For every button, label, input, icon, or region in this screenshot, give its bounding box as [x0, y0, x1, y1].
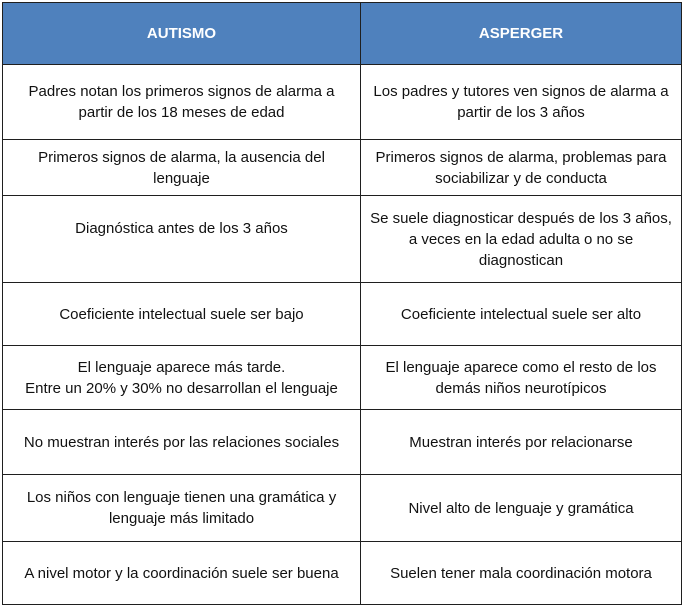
cell-autismo [3, 346, 361, 410]
cell-asperger: Se suele diagnosticar después de los 3 años, a veces en la edad adulta o no se diagnostican [361, 196, 682, 283]
cell-autismo: A nivel motor y la coordinación suele ser buena [3, 542, 361, 605]
header-autismo: AUTISMO [3, 3, 361, 65]
table-row [3, 196, 682, 283]
table-row [3, 283, 682, 346]
cell-autismo: Padres notan los primeros signos de alarma a partir de los 18 meses de edad [3, 65, 361, 140]
cell-autismo: Coeficiente intelectual suele ser bajo [3, 283, 361, 346]
table-row [3, 140, 682, 196]
cell-asperger: Primeros signos de alarma, problemas para sociabilizar y de conducta [361, 140, 682, 196]
comparison-table [2, 2, 682, 605]
table-row [3, 346, 682, 410]
cell-asperger: Muestran interés por relacionarse [361, 410, 682, 475]
cell-line: Entre un 20% y 30% no desarrollan el lenguaje [25, 379, 338, 397]
table-row [3, 542, 682, 605]
table-row [3, 475, 682, 542]
cell-autismo: Diagnóstica antes de los 3 años [3, 196, 361, 283]
header-row [3, 3, 682, 65]
cell-asperger: Los padres y tutores ven signos de alarma a partir de los 3 años [361, 65, 682, 140]
cell-asperger: Coeficiente intelectual suele ser alto [361, 283, 682, 346]
cell-line: El lenguaje aparece más tarde. [77, 358, 286, 376]
cell-asperger: Suelen tener mala coordinación motora [361, 542, 682, 605]
cell-asperger: Nivel alto de lenguaje y gramática [361, 475, 682, 542]
cell-autismo: No muestran interés por las relaciones sociales [3, 410, 361, 475]
table-row [3, 65, 682, 140]
table-row [3, 410, 682, 475]
cell-autismo: Primeros signos de alarma, la ausencia del lenguaje [3, 140, 361, 196]
cell-autismo: Los niños con lenguaje tienen una gramática y lenguaje más limitado [3, 475, 361, 542]
cell-asperger: El lenguaje aparece como el resto de los demás niños neurotípicos [361, 346, 682, 410]
header-asperger: ASPERGER [361, 3, 682, 65]
